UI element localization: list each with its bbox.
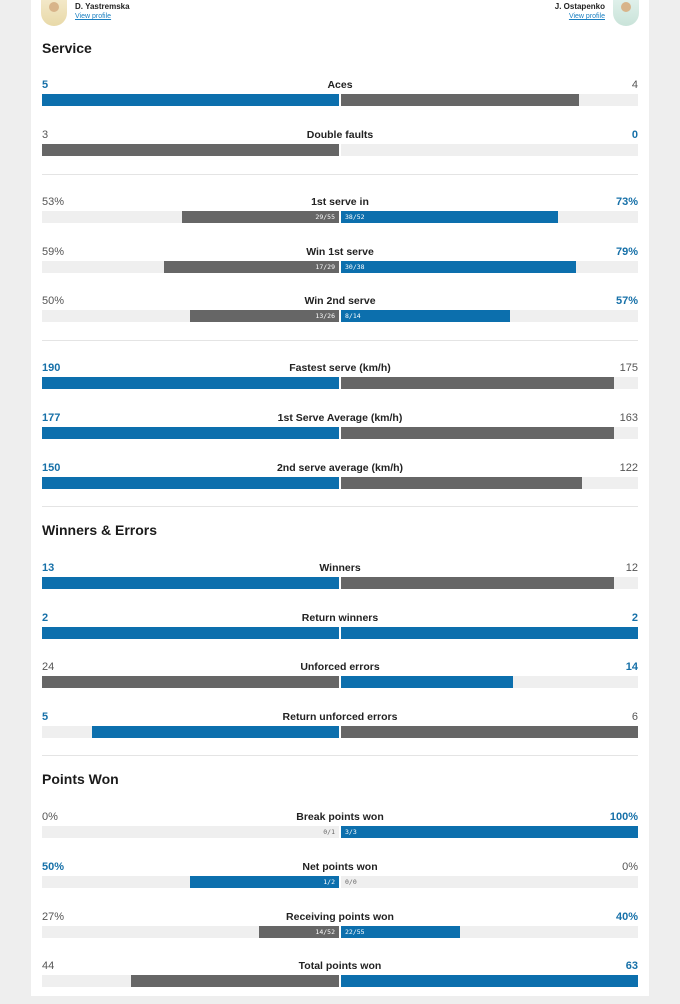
stat-label: Aces [327,79,353,91]
stat-header [42,194,638,210]
left-detail: 14/52 [315,928,335,936]
stat-header [42,360,638,376]
left-detail: 0/1 [323,828,335,836]
left-bar-track [42,926,339,938]
stat-row-unforced-errors [42,659,638,689]
stat-label: 1st serve in [311,196,369,208]
right-bar-fill [341,726,638,738]
player-left-avatar [41,0,67,26]
right-bar-fill [341,826,638,838]
left-value: 24 [42,661,55,673]
right-bar-track [341,427,638,439]
stat-header [42,127,638,143]
player-right-name: J. Ostapenko [554,2,605,11]
stat-label: Return winners [301,612,379,624]
left-value: 53% [42,196,65,208]
right-value: 100% [609,811,638,823]
right-detail: 38/52 [345,213,365,221]
stat-header [42,410,638,426]
player-left-profile-link[interactable]: View profile [75,13,112,20]
left-bar-track [42,975,339,987]
stat-header [42,244,638,260]
left-value: 50% [42,861,65,873]
stat-label: Double faults [306,129,374,141]
right-bar-fill [341,261,576,273]
stat-row-break-points-won [42,809,638,839]
stat-row-return-unforced-errors [42,709,638,739]
stat-header [42,958,638,974]
stat-row-winners [42,560,638,590]
left-bar-track [42,577,339,589]
right-value: 63 [625,960,638,972]
stat-bars [42,826,638,838]
stat-row-1st-serve-in [42,194,638,224]
right-bar-fill [341,577,614,589]
right-bar-track [341,876,638,888]
stat-row-1st-serve-average-km-h [42,410,638,440]
right-value: 14 [625,661,638,673]
stat-header [42,909,638,925]
left-bar-track [42,726,339,738]
right-detail: 22/55 [345,928,365,936]
section-divider [42,340,638,341]
player-left [41,0,138,26]
stat-bars [42,627,638,639]
right-value: 2 [631,612,638,624]
stat-row-double-faults [42,127,638,157]
right-bar-track [341,377,638,389]
stat-header [42,610,638,626]
stat-header [42,859,638,875]
left-value: 27% [42,911,65,923]
right-bar-track [341,144,638,156]
stat-row-receiving-points-won [42,909,638,939]
section-title-service: Service [42,40,92,56]
left-value: 3 [42,129,49,141]
stat-header [42,659,638,675]
stat-label: 1st Serve Average (km/h) [277,412,403,424]
right-bar-fill [341,676,513,688]
left-detail: 17/29 [315,263,335,271]
left-bar-track [42,627,339,639]
left-value: 0% [42,811,58,823]
left-bar-fill [42,477,339,489]
right-value: 122 [619,462,638,474]
left-value: 5 [42,711,49,723]
stat-row-aces [42,77,638,107]
right-value: 79% [615,246,638,258]
left-bar-fill [42,676,339,688]
player-right-info [555,2,605,22]
section-title-winners-errors: Winners & Errors [42,522,158,538]
stat-header [42,560,638,576]
stat-bars [42,144,638,156]
right-value: 57% [615,295,638,307]
right-value: 12 [625,562,638,574]
section-divider [42,174,638,175]
right-value: 0 [631,129,638,141]
right-bar-track [341,211,638,223]
section-divider [42,506,638,507]
left-value: 190 [42,362,61,374]
right-detail: 8/14 [345,312,361,320]
left-bar-fill [92,726,339,738]
right-bar-fill [341,477,582,489]
stat-bars [42,876,638,888]
stat-label: Unforced errors [300,661,380,673]
left-bar-track [42,144,339,156]
stat-label: Break points won [296,811,384,823]
left-bar-track [42,211,339,223]
left-bar-track [42,261,339,273]
right-value: 6 [631,711,638,723]
stat-bars [42,975,638,987]
left-bar-fill [42,627,339,639]
left-bar-track [42,427,339,439]
stat-label: Fastest serve (km/h) [289,362,391,374]
right-bar-track [341,577,638,589]
left-value: 2 [42,612,49,624]
stat-header [42,293,638,309]
stat-header [42,460,638,476]
right-bar-track [341,975,638,987]
right-bar-track [341,676,638,688]
right-bar-track [341,826,638,838]
right-detail: 30/38 [345,263,365,271]
stat-bars [42,427,638,439]
right-bar-fill [341,427,614,439]
stat-label: Return unforced errors [282,711,398,723]
left-bar-track [42,876,339,888]
left-value: 59% [42,246,65,258]
right-bar-track [341,477,638,489]
stat-bars [42,261,638,273]
right-bar-fill [341,211,558,223]
right-bar-track [341,310,638,322]
stat-label: Winners [319,562,361,574]
left-bar-fill [131,975,339,987]
right-bar-track [341,261,638,273]
player-left-name: D. Yastremska [75,2,130,11]
left-value: 177 [42,412,61,424]
stat-bars [42,211,638,223]
left-detail: 13/26 [315,312,335,320]
left-bar-track [42,676,339,688]
stat-label: Receiving points won [286,911,394,923]
right-value: 175 [619,362,638,374]
stat-header [42,709,638,725]
stat-row-return-winners [42,610,638,640]
stat-row-win-2nd-serve [42,293,638,323]
left-bar-track [42,310,339,322]
left-bar-fill [42,577,339,589]
left-bar-track [42,377,339,389]
stat-bars [42,676,638,688]
section-title-points-won: Points Won [42,771,119,787]
stat-header [42,809,638,825]
right-bar-track [341,726,638,738]
stat-label: 2nd serve average (km/h) [276,462,404,474]
player-right-avatar [613,0,639,26]
stat-bars [42,94,638,106]
stat-bars [42,477,638,489]
left-value: 5 [42,79,49,91]
stat-label: Win 2nd serve [304,295,376,307]
match-stats-card [31,0,649,996]
stat-bars [42,726,638,738]
left-bar-fill [42,377,339,389]
left-bar-fill [42,427,339,439]
stat-label: Win 1st serve [306,246,374,258]
left-value: 44 [42,960,55,972]
player-left-info [75,2,130,22]
right-value: 0% [622,861,638,873]
right-bar-track [341,94,638,106]
left-bar-fill [190,876,339,888]
left-bar-track [42,826,339,838]
right-value: 73% [615,196,638,208]
left-bar-track [42,94,339,106]
right-value: 4 [631,79,638,91]
right-bar-fill [341,377,614,389]
left-value: 150 [42,462,61,474]
stat-row-fastest-serve-km-h [42,360,638,390]
stat-label: Total points won [298,960,382,972]
right-value: 163 [619,412,638,424]
stat-row-total-points-won [42,958,638,988]
left-bar-fill [42,144,339,156]
left-bar-fill [42,94,339,106]
right-bar-fill [341,627,638,639]
left-value: 13 [42,562,55,574]
stat-label: Net points won [302,861,378,873]
stat-row-win-1st-serve [42,244,638,274]
right-detail: 3/3 [345,828,357,836]
section-divider [42,755,638,756]
right-bar-track [341,627,638,639]
player-right-profile-link[interactable]: View profile [568,13,605,20]
stat-bars [42,310,638,322]
stat-row-2nd-serve-average-km-h [42,460,638,490]
right-detail: 0/0 [345,878,357,886]
left-bar-track [42,477,339,489]
stat-bars [42,577,638,589]
left-value: 50% [42,295,65,307]
stat-row-net-points-won [42,859,638,889]
stat-header [42,77,638,93]
right-bar-fill [341,310,510,322]
left-detail: 29/55 [315,213,335,221]
right-bar-fill [341,94,579,106]
right-value: 40% [615,911,638,923]
left-detail: 1/2 [323,878,335,886]
left-bar-fill [164,261,339,273]
right-bar-fill [341,975,638,987]
player-right [547,0,639,26]
stat-bars [42,377,638,389]
right-bar-track [341,926,638,938]
stat-bars [42,926,638,938]
